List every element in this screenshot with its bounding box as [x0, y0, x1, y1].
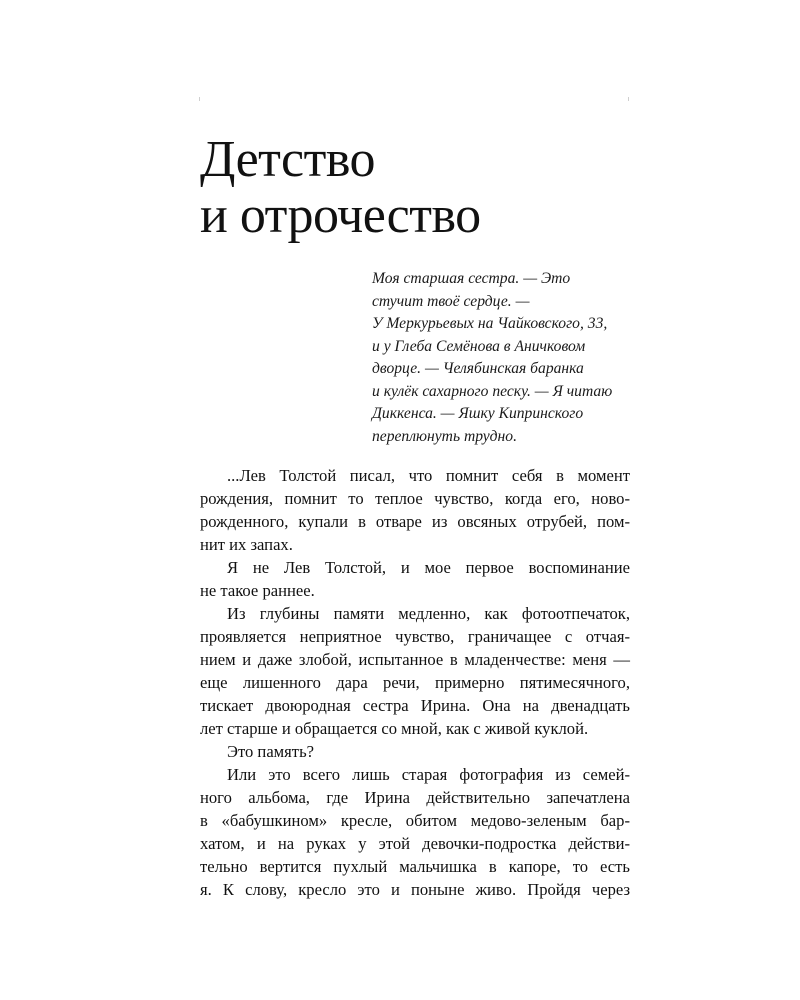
body-line: я. К слову, кресло это и поныне живо. Пройдя через [200, 880, 630, 899]
epigraph-line: и у Глеба Семёнова в Аничковом [372, 337, 586, 355]
body-line: Это память? [227, 742, 314, 761]
body-line: тельно вертится пухлый мальчишка в капоре, то есть [200, 857, 630, 876]
body-text [200, 464, 630, 901]
epigraph-line: У Меркурьевых на Чайковского, 33, [372, 315, 608, 332]
body-line: еще лишенного дара речи, примерно пятимесячного, [200, 673, 630, 692]
book-page [200, 0, 630, 1000]
epigraph-line: Диккенса. — Яшку Кипринского [372, 405, 584, 422]
body-line: ного альбома, где Ирина действительно запечатлена [200, 788, 630, 807]
body-line: Из глубины памяти медленно, как фотоотпечаток, [227, 604, 630, 623]
body-line: не такое раннее. [200, 581, 315, 600]
body-line: лет старше и обращается со мной, как с живой куклой. [200, 719, 589, 738]
body-line: в «бабушкином» кресле, обитом медово-зеленым бар- [200, 811, 630, 830]
body-line: рожденного, купали в отваре из овсяных отрубей, пом- [200, 512, 630, 531]
body-line: тискает двоюродная сестра Ирина. Она на двенадцать [200, 696, 630, 715]
epigraph [372, 268, 632, 448]
chapter-title-line: и отрочество [200, 187, 481, 244]
body-line: Или это всего лишь старая фотография из семей- [227, 765, 630, 784]
epigraph-line: Моя старшая сестра. — Это [372, 270, 571, 287]
chapter-title [200, 132, 630, 244]
body-line: нит их запах. [200, 535, 293, 554]
epigraph-line: стучит твоё сердце. — [372, 292, 530, 310]
epigraph-line: дворце. — Челябинская баранка [372, 360, 584, 377]
body-line: ...Лев Толстой писал, что помнит себя в момент [227, 466, 630, 485]
epigraph-line: и кулёк сахарного песку. — Я читаю [372, 382, 613, 400]
body-line: нием и даже злобой, испытанное в младенчестве: меня — [200, 650, 630, 669]
body-line: Я не Лев Толстой, и мое первое воспоминание [227, 558, 630, 577]
body-line: рождения, помнит то теплое чувство, когда его, ново- [200, 489, 630, 508]
body-line: проявляется неприятное чувство, граничащее с отчая- [200, 627, 630, 646]
body-line: хатом, и на руках у этой девочки-подростка действи- [200, 834, 630, 853]
chapter-title-line: Детство [200, 131, 376, 188]
epigraph-line: переплюнуть трудно. [372, 427, 517, 445]
